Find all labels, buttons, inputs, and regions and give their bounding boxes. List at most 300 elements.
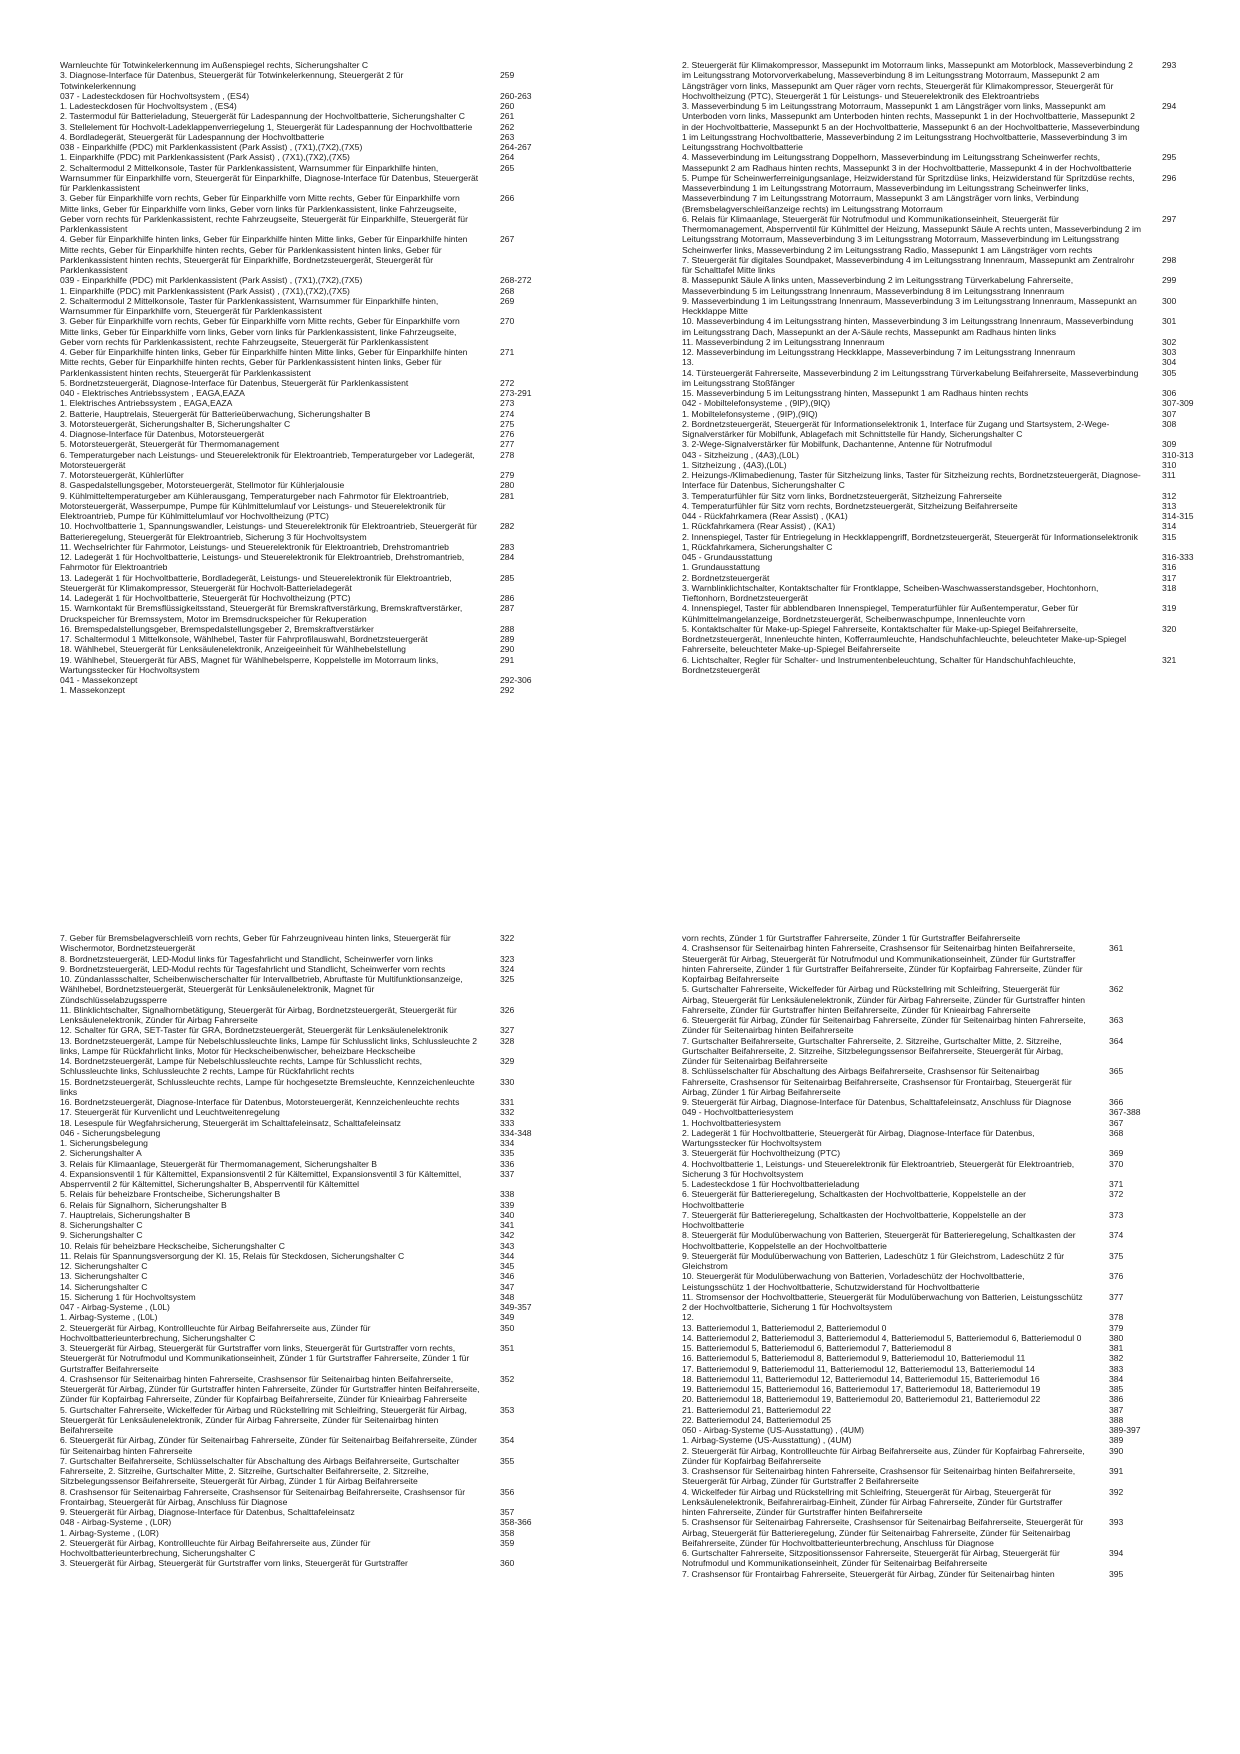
toc-entry-title: 6. Lichtschalter, Regler für Schalter- und Instrumentenbeleuchtung, Schalter für Handschuhfachleuchte, Bordnetzsteuergerät [682, 654, 1076, 675]
toc-entry-title: 4. Geber für Einparkhilfe hinten links, Geber für Einparkhilfe hinten Mitte links, Geber für Einparkhilfe hinten Mitte rechts, Geber für Einparkhilfe hinten rechts, Geber für Parklenkassistent hinten links, Geber für Parklenkassistent hinten rechts, Steuergerät für Einparkhilfe, Bordnetzsteuergerät, Steuergerät für Parklenkassistent [60, 234, 468, 275]
toc-entry [60, 521, 558, 542]
toc-entry-title: 5. Gurtschalter Fahrerseite, Wickelfeder für Airbag und Rückstellring mit Schleifring, Steuergerät für Airbag, Steuergerät für Lenksäulenelektronik, Zünder für Airbag Fahrerseite, Zünder für Seitenairbag hinten Beifahrerseite [60, 1404, 467, 1435]
toc-entry-title: 19. Wählhebel, Steuergerät für ABS, Magnet für Wählhebelsperre, Koppelstelle im Motorraum links, Wartungsstecker für Hochvoltsystem [60, 654, 439, 675]
toc-entry-page: 299 [1162, 275, 1177, 286]
toc-entry-title: vorn rechts, Zünder 1 für Gurtstraffer Fahrerseite, Zünder 1 für Gurtstraffer Beifahrerseite [682, 933, 1021, 943]
toc-entry [60, 1189, 558, 1199]
toc-entry [682, 316, 1220, 337]
toc-entry-title: 10. Masseverbindung 4 im Leitungsstrang hinten, Masseverbindung 3 im Leitungsstrang Innenraum, Masseverbindung im Leitungsstrang Dach, Massepunkt an der A-Säule rechts, Massepunkt am Radhaus hinten links [682, 316, 1134, 337]
toc-entry-page: 338 [500, 1189, 515, 1200]
toc-entry-page: 340 [500, 1209, 515, 1220]
toc-entry-page: 278 [500, 449, 515, 460]
toc-entry-title: 1. Hochvoltbatteriesystem [682, 1117, 781, 1128]
toc-entry-page: 357 [500, 1507, 515, 1517]
toc-entry [60, 1138, 558, 1148]
toc-entry-page: 368 [1109, 1127, 1124, 1138]
toc-entry-page: 356 [500, 1486, 515, 1497]
toc-entry-page: 344 [500, 1250, 515, 1261]
toc-entry-title: 17. Batteriemodul 9, Batteriemodul 11, Batteriemodul 12, Batteriemodul 13, Batteriemodul 14 [682, 1363, 1035, 1374]
toc-entry [60, 480, 558, 490]
toc-entry-page: 331 [500, 1097, 515, 1107]
toc-entry-title: 11. Relais für Spannungsversorgung der Kl. 15, Relais für Steckdosen, Sicherungshalter C [60, 1250, 405, 1261]
toc-entry-title: 3. Steuergerät für Airbag, Steuergerät für Gurtstraffer vorn links, Steuergerät für Gurtstraffer [60, 1558, 408, 1569]
toc-entry [682, 1374, 1167, 1384]
toc-entry [60, 101, 558, 111]
toc-entry-page: 326 [500, 1004, 515, 1015]
toc-entry-title: 2. Batterie, Hauptrelais, Steuergerät für Batterieüberwachung, Sicherungshalter B [60, 408, 371, 419]
toc-entry [682, 1312, 1167, 1322]
toc-entry [60, 644, 558, 654]
toc-entry [60, 450, 558, 471]
toc-entry-page: 391 [1109, 1466, 1124, 1476]
toc-entry [60, 974, 558, 1005]
toc-entry [682, 450, 1220, 460]
toc-entry-title: 6. Temperaturgeber nach Leistungs- und Steuerelektronik für Elektroantrieb, Temperaturgeber vor Ladegerät, Motorsteuergerät [60, 449, 475, 470]
toc-entry-page: 371 [1109, 1179, 1124, 1189]
toc-entry-page: 366 [1109, 1097, 1124, 1107]
toc-entry-title: 1. Mobiltelefonsysteme , (9IP),(9IQ) [682, 408, 818, 419]
toc-entry-page: 382 [1109, 1353, 1124, 1364]
toc-entry-title: 1. Elektrisches Antriebssystem , EAGA,EAZA [60, 398, 233, 409]
toc-entry-title: 16. Bremspedalstellungsgeber, Bremspedalstellungsgeber 2, Bremskraftverstärker [60, 623, 374, 634]
toc-entry-page: 308 [1162, 418, 1177, 429]
toc-entry-page: 333 [500, 1117, 515, 1128]
toc-entry-title: 11. Blinklichtschalter, Signalhornbetätigung, Steuergerät für Airbag, Bordnetzsteuergerät, Steuergerät für Lenksäulenelektronik, Zünder für Airbag Fahrerseite [60, 1004, 457, 1025]
toc-entry-title: 4. Bordladegerät, Steuergerät für Ladespannung der Hochvoltbatterie [60, 131, 325, 142]
toc-entry [60, 1302, 558, 1312]
toc-entry-page: 288 [500, 623, 515, 634]
toc-entry [682, 1435, 1167, 1445]
toc-block-top-right [682, 60, 1220, 675]
toc-entry-title: 9. Masseverbindung 1 im Leitungsstrang Innenraum, Masseverbindung 3 im Leitungsstrang Innenraum, Massepunkt an Heckklappe Mitte [682, 295, 1137, 316]
toc-entry-page: 364 [1109, 1035, 1124, 1046]
toc-entry-page: 312 [1162, 490, 1177, 501]
toc-entry-title: 12. Ladegerät 1 für Hochvoltbatterie, Leistungs- und Steuerelektronik für Elektroantrieb, Drehstromantrieb, Fahrmotor für Elektroantrieb [60, 552, 465, 573]
toc-entry [682, 603, 1220, 624]
toc-entry [682, 1189, 1167, 1210]
toc-entry-page: 335 [500, 1148, 515, 1159]
toc-entry-title: 18. Wählhebel, Steuergerät für Lenksäulenelektronik, Anzeigeeinheit für Wählhebelstellung [60, 644, 406, 655]
toc-entry-title: 037 - Ladesteckdosen für Hochvoltsystem , (ES4) [60, 90, 250, 101]
toc-entry [60, 1128, 558, 1138]
toc-entry-title: 7. Hauptrelais, Sicherungshalter B [60, 1209, 191, 1220]
toc-entry-page: 291 [500, 654, 515, 665]
toc-entry-page: 293 [1162, 60, 1177, 70]
toc-entry-title: 15. Masseverbindung 5 im Leitungsstrang hinten, Massepunkt 1 am Radhaus hinten rechts [682, 388, 1029, 398]
toc-entry-title: 4. Diagnose-Interface für Datenbus, Motorsteuergerät [60, 429, 264, 439]
toc-entry-title: 2. Tastermodul für Batterieladung, Steuergerät für Ladespannung der Hochvoltbatterie, Sicherungshalter C [60, 111, 465, 122]
toc-entry-title: 9. Steuergerät für Modulüberwachung von Batterien, Ladeschütz 1 für Gleichstrom, Ladeschütz 2 für Gleichstrom [682, 1250, 1065, 1271]
toc-entry-title: 5. Motorsteuergerät, Steuergerät für Thermomanagement [60, 439, 280, 450]
toc-entry [682, 573, 1220, 583]
toc-entry-page: 343 [500, 1240, 515, 1251]
toc-entry-title: 4. Masseverbindung im Leitungsstrang Doppelhorn, Masseverbindung im Leitungsstrang Scheinwerfer rechts, Massepunkt 2 am Radhaus hinten rechts, Massepunkt 3 in der Hochvoltbatterie, Massepunkt 4 in der Hochvoltbatterie [682, 152, 1132, 173]
toc-entry [60, 1077, 558, 1098]
toc-entry-title: 7. Gurtschalter Beifahrerseite, Schlüsselschalter für Abschaltung des Airbags Beifahrerseite, Gurtschalter Fahrerseite, 2. Sitzreihe, Gurtschalter Mitte, 2. Sitzreihe, Gurtschalter Beifahrerseite, 2. Sitzreihe, Sitzbelegungssensor Beifahrerseite, Steuergerät für Airbag, Zünder 1 für Airbag Beifahrerseite [60, 1455, 460, 1487]
toc-entry-title: 14. Batteriemodul 2, Batteriemodul 3, Batteriemodul 4, Batteriemodul 5, Batteriemodul 6, Batteriemodul 0 [682, 1332, 1082, 1343]
toc-entry-page: 274 [500, 408, 515, 419]
toc-entry [60, 1159, 558, 1169]
toc-entry-title: 045 - Grundausstattung [682, 552, 773, 562]
toc-entry-title: 048 - Airbag-Systeme , (L0R) [60, 1517, 172, 1528]
toc-entry-title: 5. Ladesteckdose 1 für Hochvoltbatterieladung [682, 1179, 860, 1189]
toc-entry [60, 1374, 558, 1405]
toc-entry [60, 347, 558, 378]
toc-entry-page: 383 [1109, 1363, 1124, 1374]
toc-entry-page: 322 [500, 933, 515, 943]
toc-entry-page: 375 [1109, 1250, 1124, 1261]
toc-entry-page: 314 [1162, 521, 1177, 532]
toc-entry-page: 307-309 [1162, 398, 1194, 409]
toc-entry-title: 2. Bordnetzsteuergerät [682, 572, 770, 583]
toc-entry-title: 4. Crashsensor für Seitenairbag hinten Fahrerseite, Crashsensor für Seitenairbag hinten Beifahrerseite, Steuergerät für Airbag, Zünder für Gurtstraffer hinten Fahrerseite, Zünder für Gurtstraffer hinten Beifahrerseite, Zünder für Kopfairbag Fahrerseite, Zünder für Kopfairbag Beifahrerseite, Zünder für Knieairbag Fahrerseite [60, 1373, 480, 1405]
toc-entry-page: 316-333 [1162, 552, 1194, 562]
toc-entry-page: 349-357 [500, 1302, 532, 1312]
toc-entry-page: 296 [1162, 172, 1177, 183]
toc-entry [682, 521, 1220, 531]
toc-entry [682, 1394, 1167, 1404]
toc-entry-title: 3. Motorsteuergerät, Sicherungshalter B, Sicherungshalter C [60, 418, 291, 429]
toc-entry [60, 275, 558, 285]
toc-entry-title: 12. Masseverbindung im Leitungsstrang Heckklappe, Masseverbindung 7 im Leitungsstrang Innenraum [682, 347, 1076, 357]
toc-entry-title: 3. Steuergerät für Hochvoltheizung (PTC) [682, 1148, 841, 1159]
toc-entry [682, 1384, 1167, 1394]
toc-entry-page: 365 [1109, 1066, 1124, 1077]
toc-entry [682, 1251, 1167, 1272]
toc-entry-page: 259 [500, 70, 515, 81]
toc-entry [60, 193, 558, 234]
toc-entry-page: 321 [1162, 654, 1177, 665]
toc-entry [682, 1415, 1167, 1425]
toc-entry-title: 3. Masseverbindung 5 im Leitungsstrang Motorraum, Massepunkt 1 am Längsträger vorn links, Massepunkt am Unterboden vorn links, Massepunkt am Unterboden hinten rechts, Massepunkt 1 in der Hochvoltbatterie, Massepunkt 2 in der Hochvoltbatterie, Massepunkt 5 an der Hochvoltbatterie, Massepunkt 6 an der Hochvoltbatterie, Masseverbindung 1 im Leitungsstrang Hochvoltbatterie, Masseverbindung 2 im Leitungsstrang Hochvoltbatterie, Masseverbindung 3 im Leitungsstrang Hochvoltbatterie [682, 101, 1140, 152]
toc-entry-page: 281 [500, 490, 515, 501]
toc-entry-page: 266 [500, 193, 515, 204]
toc-entry [682, 296, 1220, 317]
toc-entry [682, 1107, 1167, 1117]
toc-entry-title: 2. Steuergerät für Airbag, Kontrollleuchte für Airbag Beifahrerseite aus, Zünder für Hochvoltbatterieunterbrechung, Sicherungshalter C [60, 1537, 371, 1558]
toc-entry-title: 7. Geber für Bremsbelagverschleiß vorn rechts, Geber für Fahrzeugniveau hinten links, Steuergerät für Wischermotor, Bordnetzsteuergerät [60, 933, 451, 954]
toc-entry [60, 60, 558, 70]
toc-entry-page: 305 [1162, 367, 1177, 378]
toc-entry [682, 1405, 1167, 1415]
toc-entry-page: 372 [1109, 1189, 1124, 1200]
toc-entry-page: 318 [1162, 582, 1177, 593]
toc-entry [60, 1517, 558, 1527]
toc-entry [682, 368, 1220, 389]
toc-entry-title: 1. Airbag-Systeme , (L0L) [60, 1312, 158, 1323]
toc-entry [60, 1200, 558, 1210]
toc-entry-title: 2. Steuergerät für Airbag, Kontrollleuchte für Airbag Beifahrerseite aus, Zünder für Kopfairbag Fahrerseite, Zünder für Kopfairbag Beifahrerseite [682, 1445, 1085, 1466]
toc-entry-title: 9. Steuergerät für Airbag, Diagnose-Interface für Datenbus, Schalttafeleinsatz, Anschluss für Diagnose [682, 1097, 1072, 1107]
toc-entry-title: 2. Schaltermodul 2 Mittelkonsole, Taster für Parklenkassistent, Warnsummer für Einparkhilfe hinten, Warnsummer für Einparkhilfe vorn, Steuergerät für Einparkhilfe, Diagnose-Interface für Datenbus, Steuergerät für Parklenkassistent [60, 162, 479, 193]
toc-entry-page: 354 [500, 1435, 515, 1446]
toc-entry-title: 6. Relais für Klimaanlage, Steuergerät für Notrufmodul und Kommunikationseinheit, Steuergerät für Thermomanagement, Absperrventil für Kühlmittel der Heizung, Massepunkt Säule A rechts unten, Masseverbindung 2 im Leitungsstrang Motorraum, Masseverbindung 3 im Leitungsstrang Motorraum, Masseverbindung im Leitungsstrang Scheinwerfer links, Masseverbindung 2 im Leitungsstrang Radio, Massepunkt 1 am Längsträger vorn rechts [682, 213, 1142, 255]
toc-entry-page: 309 [1162, 439, 1177, 450]
toc-entry-title: 11. Masseverbindung 2 im Leitungsstrang Innenraum [682, 336, 885, 347]
toc-entry-title: 2. Innenspiegel, Taster für Entriegelung in Heckklappengriff, Bordnetzsteuergerät, Steuergerät für Informationselektronik 1, Rückfahrkamera, Sicherungshalter C [682, 531, 1138, 552]
toc-entry-page: 285 [500, 572, 515, 583]
toc-entry-page: 325 [500, 974, 515, 984]
toc-entry-title: 8. Bordnetzsteuergerät, LED-Modul links für Tagesfahrlicht und Standlicht, Scheinwerfer vorn links [60, 953, 433, 964]
toc-entry-title: 13. Ladegerät 1 für Hochvoltbatterie, Bordladegerät, Leistungs- und Steuerelektronik für Elektroantrieb, Steuergerät für Klimakompressor, Steuergerät für Hochvolt-Batterieladegerät [60, 572, 452, 593]
toc-entry [682, 439, 1220, 449]
toc-entry-title: 038 - Einparkhilfe (PDC) mit Parklenkassistent (Park Assist) , (7X1),(7X2),(7X5) [60, 142, 363, 152]
toc-entry [60, 1148, 558, 1158]
toc-entry [682, 470, 1220, 491]
toc-entry-title: 2. Steuergerät für Airbag, Kontrollleuchte für Airbag Beifahrerseite aus, Zünder für Hochvoltbatterieunterbrechung, Sicherungshalter C [60, 1322, 371, 1343]
toc-entry-title: 14. Bordnetzsteuergerät, Lampe für Nebelschlussleuchte rechts, Lampe für Schlusslicht rechts, Schlussleuchte links, Schlussleuchte 2 rechts, Lampe für Rückfahrlicht rechts [60, 1056, 423, 1077]
toc-entry-page: 393 [1109, 1517, 1124, 1528]
toc-entry-page: 295 [1162, 152, 1177, 163]
toc-entry [60, 1271, 558, 1281]
toc-entry [60, 1005, 558, 1026]
toc-entry-title: 7. Motorsteuergerät, Kühlerlüfter [60, 470, 184, 480]
toc-entry-page: 264-267 [500, 142, 532, 152]
toc-entry-title: 14. Türsteuergerät Fahrerseite, Masseverbindung 2 im Leitungsstrang Türverkabelung Beifahrerseite, Masseverbindung im Leitungsstrang Stoßfänger [682, 367, 1139, 388]
toc-entry-title: 1. Sitzheizung , (4A3),(L0L) [682, 459, 787, 470]
toc-entry-title: 4. Geber für Einparkhilfe hinten links, Geber für Einparkhilfe hinten Mitte links, Geber für Einparkhilfe hinten Mitte rechts, Geber für Einparkhilfe hinten rechts, Geber für Parklenkassistent hinten links, Geber für Parklenkassistent hinten rechts, Steuergerät für Parklenkassistent [60, 347, 468, 378]
toc-entry-page: 388 [1109, 1414, 1124, 1425]
toc-entry-title: 18. Lesespule für Wegfahrsicherung, Steuergerät im Schalttafeleinsatz, Schalttafeleinsatz [60, 1117, 401, 1128]
toc-entry-page: 348 [500, 1291, 515, 1302]
toc-entry-page: 310 [1162, 459, 1177, 470]
toc-entry-page: 320 [1162, 623, 1177, 634]
toc-entry [60, 1056, 558, 1077]
toc-entry-title: 15. Sicherung 1 für Hochvoltsystem [60, 1291, 196, 1302]
toc-entry [682, 1569, 1167, 1579]
toc-entry-page: 380 [1109, 1332, 1124, 1343]
toc-entry-title: 18. Batteriemodul 11, Batteriemodul 12, Batteriemodul 14, Batteriemodul 15, Batteriemodul 16 [682, 1373, 1040, 1384]
toc-entry-title: 13. Batteriemodul 1, Batteriemodul 2, Batteriemodul 0 [682, 1322, 887, 1333]
toc-entry-page: 313 [1162, 500, 1177, 511]
toc-entry [682, 1148, 1167, 1158]
toc-entry-title: 11. Wechselrichter für Fahrmotor, Leistungs- und Steuerelektronik für Elektroantrieb, Drehstromantrieb [60, 541, 449, 552]
toc-entry [60, 491, 558, 522]
toc-entry-title: 3. Temperaturfühler für Sitz vorn links, Bordnetzsteuergerät, Sitzheizung Fahrerseite [682, 490, 1002, 501]
toc-entry [682, 1066, 1167, 1097]
toc-entry-page: 330 [500, 1076, 515, 1087]
toc-entry-page [500, 60, 558, 70]
toc-entry-title: 8. Massepunkt Säule A links unten, Masseverbindung 2 im Leitungsstrang Türverkabelung Fahrerseite, Masseverbindung 5 im Leitungsstrang Innenraum, Masseverbindung 8 im Leitungsstrang Innenraum [682, 275, 1074, 296]
toc-block-top-left [60, 60, 558, 696]
toc-entry-title: 043 - Sitzheizung , (4A3),(L0L) [682, 449, 800, 460]
toc-entry-title: 13. Sicherungshalter C [60, 1271, 148, 1282]
toc-entry [60, 634, 558, 644]
toc-entry-title: 6. Steuergerät für Batterieregelung, Schaltkasten der Hochvoltbatterie, Koppelstelle an der Hochvoltbatterie [682, 1189, 1026, 1210]
toc-entry-title: 7. Crashsensor für Frontairbag Fahrerseite, Steuergerät für Airbag, Zünder für Seitenairbag hinten [682, 1568, 1055, 1579]
toc-entry [60, 122, 558, 132]
toc-entry [682, 491, 1220, 501]
toc-entry-page: 376 [1109, 1271, 1124, 1282]
toc-entry [60, 655, 558, 676]
toc-entry-page: 310-313 [1162, 449, 1194, 460]
toc-entry [60, 152, 558, 162]
toc-entry-title: 15. Batteriemodul 5, Batteriemodul 6, Batteriemodul 7, Batteriemodul 8 [682, 1343, 952, 1353]
toc-entry-page: 347 [500, 1281, 515, 1292]
toc-entry-page: 381 [1109, 1343, 1124, 1353]
toc-entry-page: 273 [500, 398, 515, 409]
toc-entry [682, 1230, 1167, 1251]
toc-block-bottom-right [682, 933, 1167, 1579]
toc-entry-page: 276 [500, 429, 515, 439]
toc-entry-title: 5. Crashsensor für Seitenairbag Fahrerseite, Crashsensor für Seitenairbag Beifahrerseite, Steuergerät für Airbag, Steuergerät für Batterieregelung, Zünder für Seitenairbag Fahrerseite, Zünder für Seitenairbag Beifahrerseite, Zünder für Hochvoltbatterieunterbrechung, Anschluss für Diagnose [682, 1517, 1084, 1548]
toc-entry-title: 14. Sicherungshalter C [60, 1281, 148, 1292]
toc-entry-page: 334 [500, 1138, 515, 1148]
toc-block-bottom-left [60, 933, 558, 1569]
toc-entry [682, 1425, 1167, 1435]
toc-entry-page: 271 [500, 347, 515, 357]
toc-entry-title: 7. Gurtschalter Beifahrerseite, Gurtschalter Fahrerseite, 2. Sitzreihe, Gurtschalter Mitte, 2. Sitzreihe, Gurtschalter Beifahrerseite, 2. Sitzreihe, Sitzbelegungssensor Beifahrerseite, Steuergerät für Airbag, Zünder für Seitenairbag Beifahrerseite [682, 1035, 1064, 1066]
toc-entry [60, 1210, 558, 1220]
toc-entry [60, 1169, 558, 1190]
toc-entry [60, 964, 558, 974]
toc-entry [60, 388, 558, 398]
toc-entry-title: 3. Warnblinklichtschalter, Kontaktschalter für Frontklappe, Scheiben-Waschwasserstandsgeber, Hochtonhorn, Tieftonhorn, Bordnetzsteuergerät [682, 582, 1099, 603]
toc-entry-page: 307 [1162, 408, 1177, 419]
toc-entry-page: 341 [500, 1220, 515, 1230]
toc-entry-title: 044 - Rückfahrkamera (Rear Assist) , (KA1) [682, 511, 848, 521]
toc-entry [60, 378, 558, 388]
toc-entry-title: 041 - Massekonzept [60, 675, 138, 685]
toc-entry-title: 16. Batteriemodul 5, Batteriemodul 8, Batteriemodul 9, Batteriemodul 10, Batteriemodul 11 [682, 1353, 1026, 1364]
toc-entry-page: 277 [500, 439, 515, 450]
toc-entry [60, 1241, 558, 1251]
toc-entry-page: 319 [1162, 603, 1177, 614]
toc-entry [682, 562, 1220, 572]
toc-entry-page: 389-397 [1109, 1425, 1141, 1435]
toc-entry [60, 1036, 558, 1057]
toc-entry-page: 379 [1109, 1322, 1124, 1333]
toc-entry-title: 9. Bordnetzsteuergerät, LED-Modul rechts für Tagesfahrlicht und Standlicht, Scheinwerfer vorn rechts [60, 963, 446, 974]
toc-entry-title: 2. Schaltermodul 2 Mittelkonsole, Taster für Parklenkassistent, Warnsummer für Einparkhilfe hinten, Warnsummer für Einparkhilfe vorn, Steuergerät für Parklenkassistent [60, 295, 439, 316]
toc-entry [682, 511, 1220, 521]
toc-entry-title: 22. Batteriemodul 24, Batteriemodul 25 [682, 1414, 832, 1425]
toc-entry-title: 042 - Mobiltelefonsysteme , (9IP),(9IQ) [682, 398, 831, 409]
toc-entry [60, 409, 558, 419]
toc-entry [60, 470, 558, 480]
toc-entry-page: 270 [500, 316, 515, 327]
toc-entry-title: 13. Bordnetzsteuergerät, Lampe für Nebelschlussleuchte links, Lampe für Schlusslicht links, Schlussleuchte 2 links, Lampe für Rückfahrlicht links, Motor für Heckscheibenwischer, beheizbare Heckscheibe [60, 1035, 478, 1056]
toc-entry [60, 685, 558, 695]
toc-entry-page: 301 [1162, 316, 1177, 327]
toc-entry-page: 287 [500, 603, 515, 614]
toc-entry-title: 1. Sicherungsbelegung [60, 1138, 148, 1148]
toc-entry [60, 1097, 558, 1107]
toc-entry-title: 3. Diagnose-Interface für Datenbus, Steuergerät für Totwinkelerkennung, Steuergerät 2 für Totwinkelerkennung [60, 70, 404, 91]
toc-entry-title: 8. Crashsensor für Seitenairbag Fahrerseite, Crashsensor für Seitenairbag Beifahrerseite, Crashsensor für Frontairbag, Steuergerät für Airbag, Anschluss für Diagnose [60, 1486, 466, 1507]
toc-entry-page: 329 [500, 1056, 515, 1066]
toc-entry [60, 1230, 558, 1240]
toc-entry [60, 1435, 558, 1456]
toc-entry [60, 1292, 558, 1302]
toc-entry [682, 1517, 1167, 1548]
toc-entry-title: 8. Steuergerät für Modulüberwachung von Batterien, Steuergerät für Batterieregelung, Schaltkasten der Hochvoltbatterie, Koppelstelle an der Hochvoltbatterie [682, 1230, 1076, 1251]
toc-entry-page: 390 [1109, 1445, 1124, 1456]
toc-entry-page: 264 [500, 152, 515, 163]
toc-entry [682, 655, 1220, 676]
toc-entry-title: 15. Warnkontakt für Bremsflüssigkeitsstand, Steuergerät für Bremskraftverstärkung, Bremskraftverstärker, Druckspeicher für Bremssystem, Motor im Bremsdruckspeicher für Rekuperation [60, 603, 463, 624]
toc-entry [60, 1528, 558, 1538]
toc-entry-title: 5. Bordnetzsteuergerät, Diagnose-Interface für Datenbus, Steuergerät für Parklenkassistent [60, 377, 409, 388]
toc-entry-title: 6. Steuergerät für Airbag, Zünder für Seitenairbag Fahrerseite, Zünder für Seitenairbag Beifahrerseite, Zünder für Seitenairbag hinten Fahrerseite [60, 1435, 478, 1456]
toc-entry [60, 542, 558, 552]
toc-entry [682, 1353, 1167, 1363]
toc-entry-page: 367 [1109, 1117, 1124, 1128]
toc-entry [60, 91, 558, 101]
toc-entry-page: 314-315 [1162, 511, 1194, 521]
toc-entry-page: 327 [500, 1025, 515, 1036]
toc-entry-page: 334-348 [500, 1127, 532, 1138]
toc-entry-title: 11. Stromsensor der Hochvoltbatterie, Steuergerät für Modulüberwachung von Batterien, Leistungsschütz 2 der Hochvoltbatterie, Sicherung 1 für Hochvoltsystem [682, 1291, 1083, 1312]
toc-entry-title: Warnleuchte für Totwinkelerkennung im Außenspiegel rechts, Sicherungshalter C [60, 60, 369, 70]
toc-entry [682, 532, 1220, 553]
toc-entry-page: 378 [1109, 1312, 1124, 1323]
toc-entry [682, 101, 1220, 152]
toc-entry [60, 1487, 558, 1508]
toc-entry-title: 1. Airbag-Systeme , (L0R) [60, 1527, 159, 1538]
toc-entry-title: 3. Stellelement für Hochvolt-Ladeklappenverriegelung 1, Steuergerät für Ladespannung der Hochvoltbatterie [60, 121, 473, 132]
toc-entry-page: 362 [1109, 984, 1124, 995]
toc-entry [682, 409, 1220, 419]
toc-entry [60, 1220, 558, 1230]
toc-entry-page: 360 [500, 1558, 515, 1569]
toc-entry [60, 439, 558, 449]
toc-entry-title: 5. Relais für beheizbare Frontscheibe, Sicherungshalter B [60, 1189, 281, 1200]
toc-entry [60, 1282, 558, 1292]
toc-entry [60, 1456, 558, 1487]
toc-entry-title: 6. Gurtschalter Fahrerseite, Sitzpositionssensor Fahrerseite, Steuergerät für Airbag, Steuergerät für Notrufmodul und Kommunikationseinheit, Zünder für Seitenairbag Beifahrerseite [682, 1548, 1060, 1569]
toc-entry-page: 261 [500, 111, 515, 122]
toc-entry [60, 933, 558, 954]
toc-entry-title: 8. Gaspedalstellungsgeber, Motorsteuergerät, Stellmotor für Kühlerjalousie [60, 480, 345, 491]
toc-entry-title: 9. Sicherungshalter C [60, 1230, 143, 1241]
toc-entry-title: 1. Airbag-Systeme (US-Ausstattung) , (4UM) [682, 1435, 852, 1446]
toc-entry-page: 284 [500, 552, 515, 562]
toc-entry [60, 1538, 558, 1559]
toc-entry [60, 552, 558, 573]
toc-entry-page: 315 [1162, 531, 1177, 542]
toc-entry [60, 1261, 558, 1271]
toc-entry-title: 14. Ladegerät 1 für Hochvoltbatterie, Steuergerät für Hochvoltheizung (PTC) [60, 593, 351, 603]
toc-entry-title: 1. Grundausstattung [682, 562, 760, 573]
toc-entry-title: 047 - Airbag-Systeme , (L0L) [60, 1302, 170, 1312]
toc-entry-title: 040 - Elektrisches Antriebssystem , EAGA,EAZA [60, 388, 245, 398]
toc-entry-title: 17. Steuergerät für Kurvenlicht und Leuchtweitenregelung [60, 1107, 280, 1118]
toc-entry [682, 337, 1220, 347]
toc-entry-title: 9. Kühlmitteltemperaturgeber am Kühlerausgang, Temperaturgeber nach Fahrmotor für Elektroantrieb, Motorsteuergerät, Wasserpumpe, Pumpe für Kühlmittelumlauf vor Leistungs- und Steuerelektronik für Elektroantrieb, Pumpe für Kühlmittelumlauf vor Hochvoltheizung (PTC) [60, 490, 449, 521]
toc-entry-title: 20. Batteriemodul 18, Batteriemodul 19, Batteriemodul 20, Batteriemodul 21, Batteriemodul 22 [682, 1394, 1041, 1405]
toc-entry-title: 2. Bordnetzsteuergerät, Steuergerät für Informationselektronik 1, Interface für Zugang und Startsystem, 2-Wege-Signalverstärker für Mobilfunk, Ablagefach mit Schnittstelle für Handy, Sicherungshalter C [682, 418, 1110, 439]
toc-entry-page: 385 [1109, 1384, 1124, 1394]
toc-entry-page: 358-366 [500, 1517, 532, 1528]
toc-entry [60, 1118, 558, 1128]
toc-entry [60, 70, 558, 91]
toc-entry-page: 351 [500, 1343, 515, 1353]
toc-entry-page: 311 [1162, 470, 1176, 480]
toc-entry-title: 6. Relais für Signalhorn, Sicherungshalter B [60, 1199, 227, 1210]
toc-entry [682, 214, 1220, 255]
toc-entry-title: 2. Heizungs-/Klimabedienung, Taster für Sitzheizung links, Taster für Sitzheizung rechts, Bordnetzsteuergerät, Diagnose-Interface für Datenbus, Sicherungshalter C [682, 470, 1141, 491]
toc-entry-page: 268-272 [500, 275, 532, 286]
toc-entry-title: 10. Steuergerät für Modulüberwachung von Batterien, Vorladeschütz der Hochvoltbatterie, Leistungsschütz 1 der Hochvoltbatterie, Schutzwiderstand für Hochvoltbatterie [682, 1271, 1025, 1292]
toc-entry-title: 049 - Hochvoltbatteriesystem [682, 1107, 794, 1118]
toc-entry [60, 675, 558, 685]
toc-entry-page: 290 [500, 644, 515, 655]
toc-entry-title: 3. Geber für Einparkhilfe vorn rechts, Geber für Einparkhilfe vorn Mitte rechts, Geber für Einparkhilfe vorn Mitte links, Geber für Einparkhilfe vorn links, Geber vorn links für Parklenkassistent, linke Fahrzeugseite, Geber vorn rechts für Parklenkassistent, rechte Fahrzeugseite, Steuergerät für Parklenkassistent [60, 316, 460, 347]
toc-entry-title: 12. [682, 1312, 694, 1323]
toc-entry-page: 280 [500, 480, 515, 491]
toc-entry-page: 350 [500, 1322, 515, 1333]
